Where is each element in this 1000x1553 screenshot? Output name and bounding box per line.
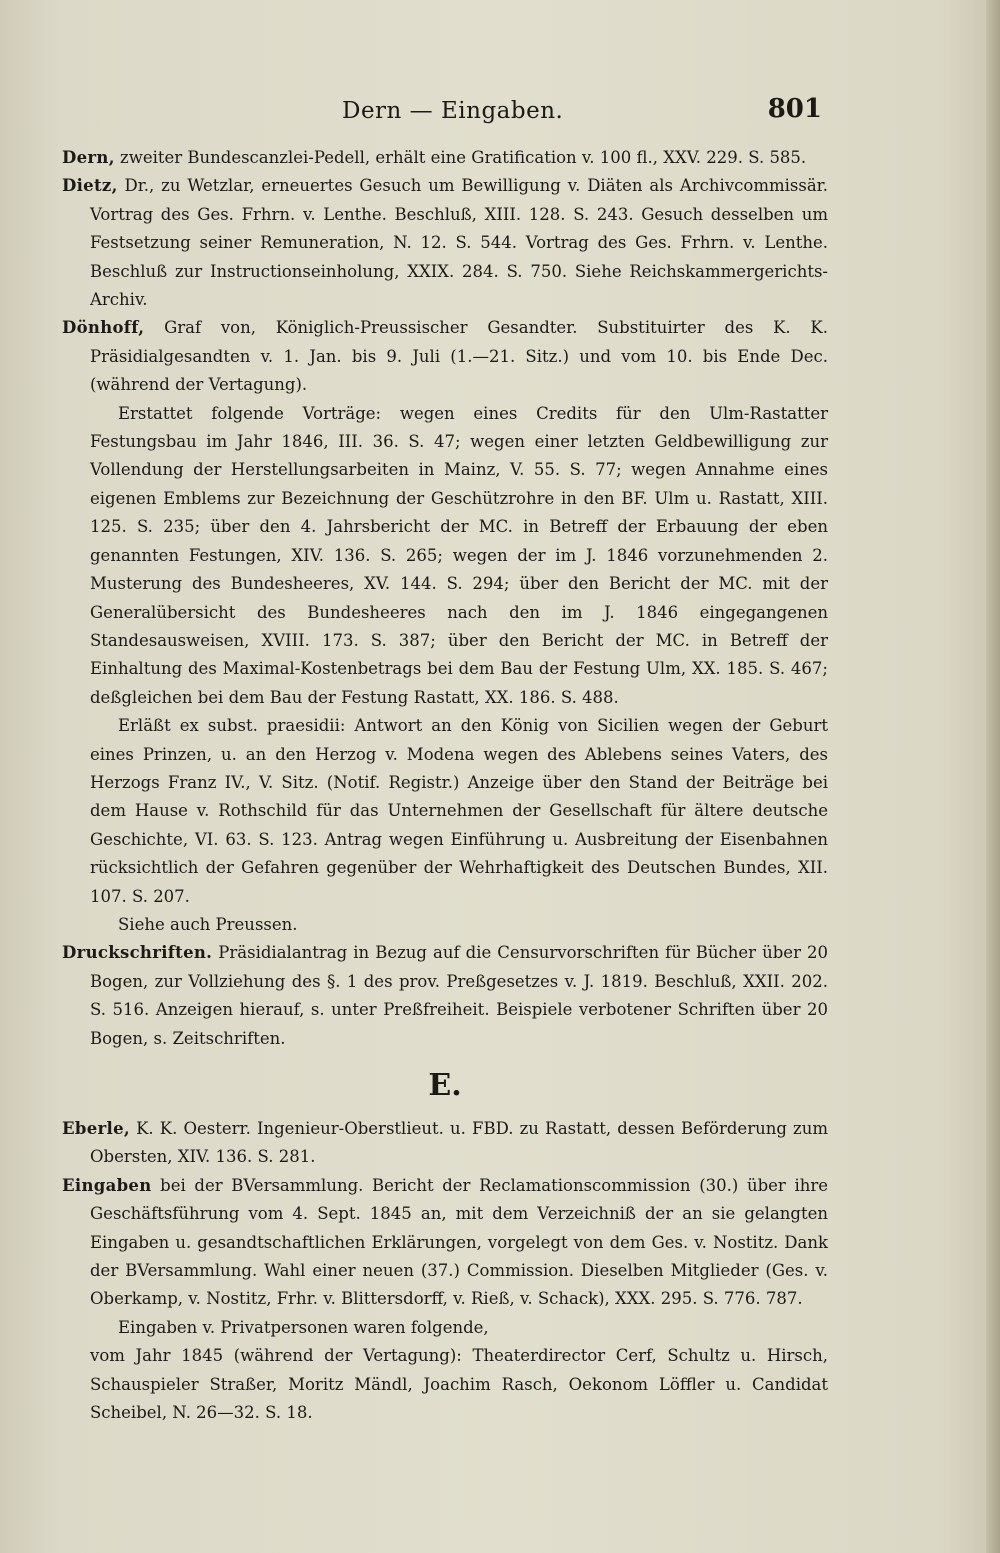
entry-head: Druckschriften.	[62, 943, 213, 963]
entry-text: Graf von, Königlich-Preussischer Gesandter. Substituirter des K. K. Präsidialgesandten v. 1. Jan. bis 9. Juli (1.—21. Sitz.) und vom 10. bis Ende Dec. (während der Vertagung).	[90, 318, 828, 395]
page-gutter	[986, 0, 1000, 1553]
entry-head: Dern,	[62, 148, 115, 167]
entry-head: Eingaben	[62, 1175, 152, 1195]
index-entry-dietz	[62, 172, 828, 314]
index-text	[62, 144, 828, 1427]
index-entry-eingaben	[62, 1172, 828, 1314]
running-head	[62, 94, 832, 138]
entry-text: bei der BVersammlung. Bericht der Reclamationscommission (30.) über ihre Geschäftsführung vom 4. Sept. 1845 an, mit dem Verzeichniß der an sie gelangten Eingaben u. gesandtschaftlichen Erklärungen, vorgelegt von dem Ges. v. Nostitz. Dank der BVersammlung. Wahl einer neuen (37.) Commission. Dieselben Mitglieder (Ges. v. Oberkamp, v. Nostitz, Frhr. v. Blittersdorff, v. Rieß, v. Schack), XXX. 295. S. 776. 787.	[90, 1175, 829, 1309]
entry-paragraph: vom Jahr 1845 (während der Vertagung): Theaterdirector Cerf, Schultz u. Hirsch, Schauspieler Straßer, Moritz Mändl, Joachim Rasch, Oekonom Löffler u. Candidat Scheibel, N. 26—32. S. 18.	[90, 1346, 828, 1423]
index-entry-dern	[62, 144, 828, 172]
index-entry-druckschriften	[62, 939, 828, 1053]
entry-text: Präsidialantrag in Bezug auf die Censurvorschriften für Bücher über 20 Bogen, zur Vollziehung des §. 1 des prov. Preßgesetzes v. J. 1819. Beschluß, XXII. 202. S. 516. Anzeigen hierauf, s. unter Preßfreiheit. Beispiele verbotener Schriften über 20 Bogen, s. Zeitschriften.	[90, 943, 828, 1048]
entry-text: K. K. Oesterr. Ingenieur-Oberstlieut. u. FBD. zu Rastatt, dessen Beförderung zum Obersten, XIV. 136. S. 281.	[90, 1119, 828, 1167]
entry-paragraph: Siehe auch Preussen.	[118, 914, 298, 934]
entry-text: zweiter Bundescanzlei-Pedell, erhält eine Gratification v. 100 fl., XXV. 229. S. 585.	[120, 148, 807, 167]
page-number: 801	[767, 94, 822, 124]
entry-head: Eberle,	[62, 1119, 130, 1138]
entry-paragraph: Eingaben v. Privatpersonen waren folgende,	[118, 1317, 489, 1337]
index-entry-doenhoff	[62, 314, 828, 399]
entry-paragraph: Erstattet folgende Vorträge: wegen eines Credits für den Ulm-Rastatter Festungsbau im Jahr 1846, III. 36. S. 47; wegen einer letzten Geldbewilligung zur Vollendung der Herstellungsarbeiten in Mainz, V. 55. S. 77; wegen Annahme eines eigenen Emblems zur Bezeichnung der Geschützrohre in den BF. Ulm u. Rastatt, XIII. 125. S. 235; über den 4. Jahrsbericht der MC. in Betreff der Erbauung der eben genannten Festungen, XIV. 136. S. 265; wegen der im J. 1846 vorzunehmenden 2. Musterung des Bundesheeres, XV. 144. S. 294; über den Bericht der MC. mit der Generalübersicht des Bundesheeres nach den im J. 1846 eingegangenen Standesausweisen, XVIII. 173. S. 387; über den Bericht der MC. in Betreff der Einhaltung des Maximal-Kostenbetrags bei dem Bau der Festung Ulm, XX. 185. S. 467; deßgleichen bei dem Bau der Festung Rastatt, XX. 186. S. 488.	[90, 403, 828, 707]
running-title: Dern — Eingaben.	[342, 98, 564, 124]
entry-head: Dönhoff,	[62, 318, 145, 338]
entry-paragraph: Erläßt ex subst. praesidii: Antwort an den König von Sicilien wegen der Geburt eines Prinzen, u. an den Herzog v. Modena wegen des Ablebens seines Vaters, des Herzogs Franz IV., V. Sitz. (Notif. Registr.) Anzeige über den Stand der Beiträge bei dem Hause v. Rothschild für das Unternehmen der Gesellschaft für ältere deutsche Geschichte, VI. 63. S. 123. Antrag wegen Einführung u. Ausbreitung der Eisenbahnen rücksichtlich der Gefahren gegenüber der Wehrhaftigkeit des Deutschen Bundes, XII. 107. S. 207.	[90, 716, 828, 906]
entry-text: Dr., zu Wetzlar, erneuertes Gesuch um Bewilligung v. Diäten als Archivcommissär. Vortrag des Ges. Frhrn. v. Lenthe. Beschluß, XIII. 128. S. 243. Gesuch desselben um Festsetzung seiner Remuneration, N. 12. S. 544. Vortrag des Ges. Frhrn. v. Lenthe. Beschluß zur Instructionseinholung, XXIX. 284. S. 750. Siehe Reichskammergerichts-Archiv.	[90, 176, 828, 310]
entry-head: Dietz,	[62, 176, 118, 196]
index-entry-eberle	[62, 1115, 828, 1172]
section-letter: E.	[428, 1068, 462, 1103]
